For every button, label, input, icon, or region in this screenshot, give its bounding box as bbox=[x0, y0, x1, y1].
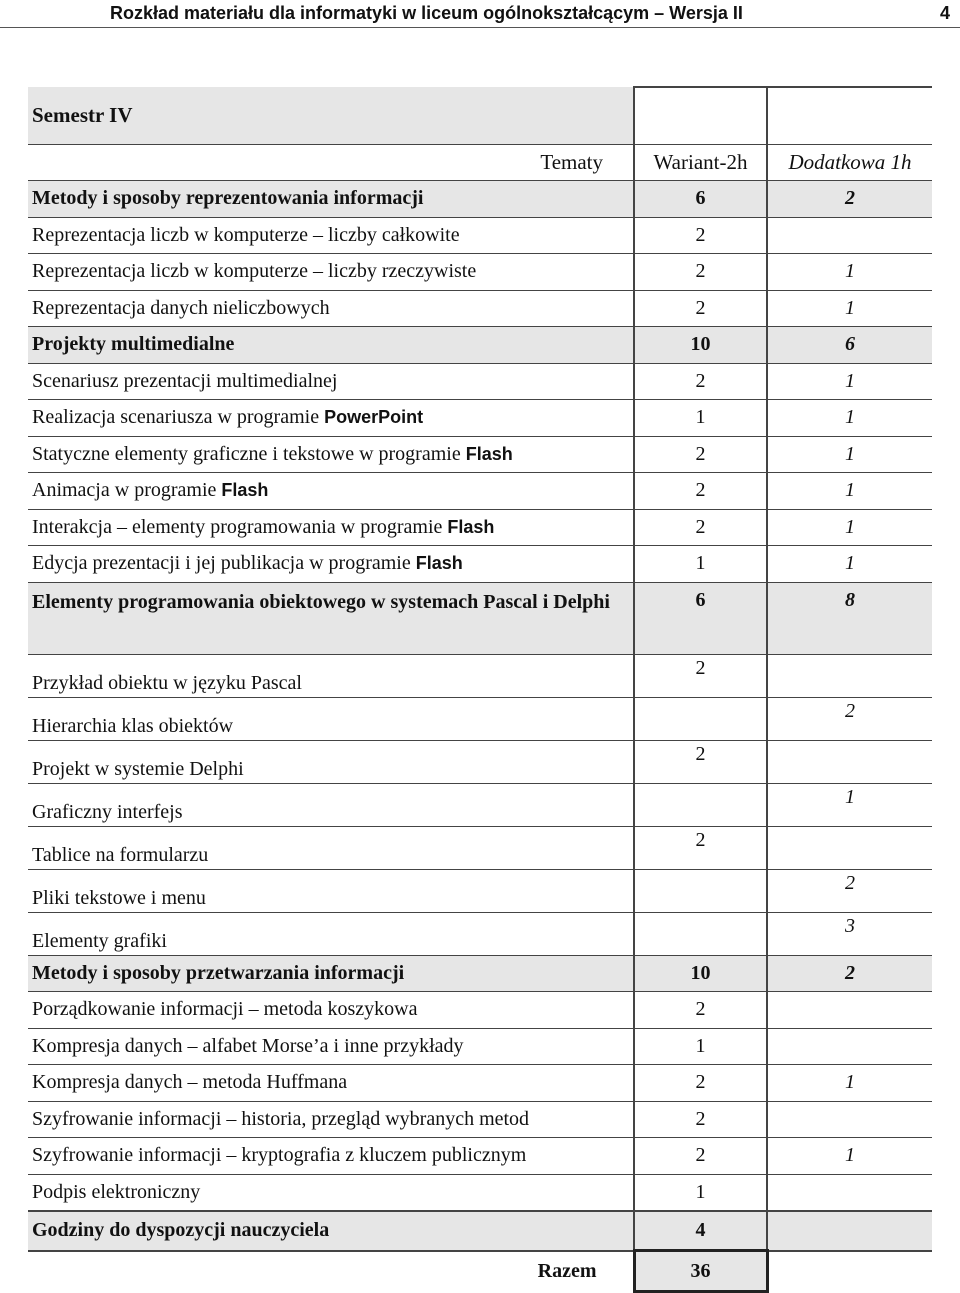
topic-label: Edycja prezentacji i jej publikacja w programie Flash bbox=[28, 546, 634, 583]
variant-hours: 2 bbox=[634, 290, 767, 327]
table-row bbox=[28, 697, 932, 740]
topic-label: Metody i sposoby przetwarzania informacji bbox=[28, 955, 634, 992]
extra-hours: 2 bbox=[767, 697, 932, 740]
topic-label: Scenariusz prezentacji multimedialnej bbox=[28, 363, 634, 400]
total-row bbox=[28, 1251, 932, 1292]
extra-hours: 1 bbox=[767, 1065, 932, 1102]
extra-hours: 1 bbox=[767, 290, 932, 327]
topic-label: Projekt w systemie Delphi bbox=[28, 740, 634, 783]
extra-hours bbox=[767, 217, 932, 254]
program-name: Flash bbox=[447, 516, 495, 537]
topic-label: Szyfrowanie informacji – kryptografia z kluczem publicznym bbox=[28, 1138, 634, 1175]
topic-label: Interakcja – elementy programowania w programie Flash bbox=[28, 509, 634, 546]
extra-hours: 1 bbox=[767, 473, 932, 510]
curriculum-table bbox=[28, 86, 932, 1293]
topic-label: Statyczne elementy graficzne i tekstowe w programie Flash bbox=[28, 436, 634, 473]
variant-hours bbox=[634, 912, 767, 955]
extra-hours bbox=[767, 1101, 932, 1138]
extra-hours bbox=[767, 654, 932, 697]
topic-label: Elementy grafiki bbox=[28, 912, 634, 955]
topic-label: Pliki tekstowe i menu bbox=[28, 869, 634, 912]
variant-hours: 2 bbox=[634, 1065, 767, 1102]
table-row bbox=[28, 1028, 932, 1065]
variant-hours: 2 bbox=[634, 654, 767, 697]
extra-hours bbox=[767, 1211, 932, 1251]
program-name: PowerPoint bbox=[324, 407, 424, 428]
variant-hours: 1 bbox=[634, 546, 767, 583]
extra-hours bbox=[767, 826, 932, 869]
column-header-variant: Wariant-2h bbox=[634, 145, 767, 181]
table-row bbox=[28, 826, 932, 869]
extra-hours bbox=[767, 1174, 932, 1211]
header-row bbox=[28, 145, 932, 181]
table-row bbox=[28, 1174, 932, 1211]
extra-hours: 2 bbox=[767, 869, 932, 912]
table-row bbox=[28, 400, 932, 437]
section-row bbox=[28, 181, 932, 218]
topic-label: Reprezentacja liczb w komputerze – liczby całkowite bbox=[28, 217, 634, 254]
topic-label: Metody i sposoby reprezentowania informacji bbox=[28, 181, 634, 218]
variant-hours: 6 bbox=[634, 582, 767, 654]
topic-label: Szyfrowanie informacji – historia, przegląd wybranych metod bbox=[28, 1101, 634, 1138]
variant-hours: 1 bbox=[634, 400, 767, 437]
table-row bbox=[28, 992, 932, 1029]
program-name: Flash bbox=[415, 553, 463, 574]
topic-label: Podpis elektroniczny bbox=[28, 1174, 634, 1211]
variant-hours: 1 bbox=[634, 1028, 767, 1065]
extra-hours bbox=[767, 740, 932, 783]
topic-label: Kompresja danych – metoda Huffmana bbox=[28, 1065, 634, 1102]
extra-hours: 8 bbox=[767, 582, 932, 654]
topic-label: Realizacja scenariusza w programie PowerPoint bbox=[28, 400, 634, 437]
topic-label: Przykład obiektu w języku Pascal bbox=[28, 654, 634, 697]
program-name: Flash bbox=[465, 443, 513, 464]
table-row bbox=[28, 436, 932, 473]
extra-hours: 6 bbox=[767, 327, 932, 364]
table-row bbox=[28, 217, 932, 254]
document-title: Rozkład materiału dla informatyki w liceum ogólnokształcącym – Wersja II bbox=[110, 3, 743, 23]
topic-label: Reprezentacja danych nieliczbowych bbox=[28, 290, 634, 327]
extra-hours: 2 bbox=[767, 181, 932, 218]
variant-hours: 2 bbox=[634, 473, 767, 510]
extra-hours bbox=[767, 992, 932, 1029]
extra-hours: 1 bbox=[767, 546, 932, 583]
extra-hours: 1 bbox=[767, 783, 932, 826]
variant-hours: 6 bbox=[634, 181, 767, 218]
topic-label: Tablice na formularzu bbox=[28, 826, 634, 869]
table-row bbox=[28, 290, 932, 327]
topic-label: Godziny do dyspozycji nauczyciela bbox=[28, 1211, 634, 1251]
variant-hours: 2 bbox=[634, 992, 767, 1029]
semester-row bbox=[28, 87, 932, 145]
extra-hours: 1 bbox=[767, 436, 932, 473]
topic-label: Hierarchia klas obiektów bbox=[28, 697, 634, 740]
extra-hours: 3 bbox=[767, 912, 932, 955]
table-row bbox=[28, 509, 932, 546]
topic-label: Graficzny interfejs bbox=[28, 783, 634, 826]
variant-hours: 1 bbox=[634, 1174, 767, 1211]
program-name: Flash bbox=[221, 480, 269, 501]
table-row bbox=[28, 783, 932, 826]
table-row bbox=[28, 1065, 932, 1102]
table-row bbox=[28, 363, 932, 400]
section-row bbox=[28, 327, 932, 364]
topic-label: Projekty multimedialne bbox=[28, 327, 634, 364]
page-header bbox=[0, 0, 960, 28]
extra-hours: 2 bbox=[767, 955, 932, 992]
variant-hours: 4 bbox=[634, 1211, 767, 1251]
extra-hours: 1 bbox=[767, 509, 932, 546]
page-number: 4 bbox=[940, 3, 951, 23]
extra-hours: 1 bbox=[767, 363, 932, 400]
variant-hours bbox=[634, 783, 767, 826]
variant-hours: 2 bbox=[634, 217, 767, 254]
section-row bbox=[28, 582, 932, 654]
table-row bbox=[28, 654, 932, 697]
topic-label: Reprezentacja liczb w komputerze – liczby rzeczywiste bbox=[28, 254, 634, 291]
variant-hours: 2 bbox=[634, 363, 767, 400]
variant-hours: 2 bbox=[634, 826, 767, 869]
table-row bbox=[28, 473, 932, 510]
total-value: 36 bbox=[634, 1251, 767, 1292]
topic-label: Elementy programowania obiektowego w systemach Pascal i Delphi bbox=[28, 582, 634, 654]
section-row bbox=[28, 955, 932, 992]
extra-hours: 1 bbox=[767, 254, 932, 291]
table-row bbox=[28, 912, 932, 955]
variant-hours bbox=[634, 869, 767, 912]
extra-hours: 1 bbox=[767, 400, 932, 437]
table-row bbox=[28, 254, 932, 291]
variant-hours: 2 bbox=[634, 254, 767, 291]
table-row bbox=[28, 1101, 932, 1138]
table-row bbox=[28, 1138, 932, 1175]
table-row bbox=[28, 546, 932, 583]
variant-hours: 2 bbox=[634, 740, 767, 783]
extra-hours bbox=[767, 1028, 932, 1065]
extra-hours: 1 bbox=[767, 1138, 932, 1175]
table-row bbox=[28, 869, 932, 912]
topic-label: Animacja w programie Flash bbox=[28, 473, 634, 510]
variant-hours bbox=[634, 697, 767, 740]
variant-hours: 2 bbox=[634, 1101, 767, 1138]
variant-hours: 2 bbox=[634, 509, 767, 546]
variant-hours: 10 bbox=[634, 955, 767, 992]
table-row bbox=[28, 740, 932, 783]
variant-hours: 10 bbox=[634, 327, 767, 364]
teacher-hours-row bbox=[28, 1211, 932, 1251]
variant-hours: 2 bbox=[634, 1138, 767, 1175]
total-label: Razem bbox=[537, 1260, 597, 1282]
column-header-topics: Tematy bbox=[28, 145, 634, 181]
column-header-extra: Dodatkowa 1h bbox=[767, 145, 932, 181]
semester-title: Semestr IV bbox=[28, 87, 634, 145]
topic-label: Porządkowanie informacji – metoda koszykowa bbox=[28, 992, 634, 1029]
variant-hours: 2 bbox=[634, 436, 767, 473]
topic-label: Kompresja danych – alfabet Morse’a i inne przykłady bbox=[28, 1028, 634, 1065]
